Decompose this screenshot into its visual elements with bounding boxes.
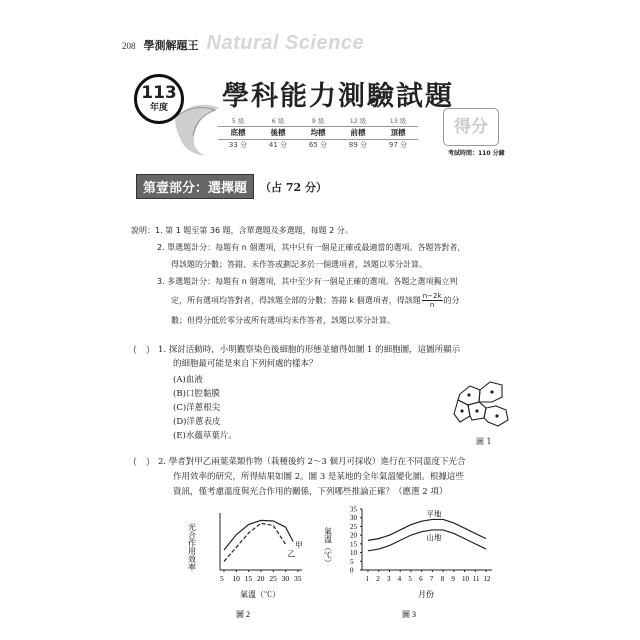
level-score: 33 分 (228, 141, 248, 149)
instructions (131, 222, 521, 329)
section-points: （占 72 分） (260, 180, 327, 194)
fig3-ytick-label: 0 (350, 566, 354, 575)
fig3-xtick-label: 1 (365, 575, 369, 583)
q1-option: (D)洋蔥表皮 (173, 417, 221, 427)
level-grade: 12 級 (349, 117, 367, 125)
cell-diagram-icon (452, 376, 514, 428)
fig3-series-label: 平地 (426, 509, 442, 519)
fig3-xtick-label: 9 (451, 575, 455, 583)
fig3-xtick-label: 6 (419, 575, 423, 583)
year-badge (134, 74, 184, 124)
running-header (122, 32, 364, 55)
level-score: 89 分 (348, 141, 368, 149)
fig2-tick-label: 15 (244, 574, 253, 583)
book-subtitle: Natural Science (206, 32, 365, 54)
fraction-numerator: n−2k (422, 292, 442, 300)
fig3-xtick-label: 5 (408, 575, 412, 583)
q2-line-3: 資訊，僅考慮溫度與光合作用的關係，下列哪些推論正確？（應選 2 項） (173, 487, 448, 497)
score-fraction (422, 292, 443, 309)
level-name: 前標 (338, 126, 378, 140)
q1-line-2: 的細胞最可能是來自下列何處的樣本？ (173, 359, 318, 369)
level-name: 頂標 (378, 126, 418, 140)
q1-option: (A)血液 (173, 375, 203, 385)
q1-option: (E)水蘊草葉片。 (173, 431, 237, 441)
q1-option: (C)洋蔥根尖 (173, 403, 221, 413)
fig2-series-label: 甲 (295, 540, 303, 550)
fig3-ylabel: 氣溫（℃） (323, 527, 333, 567)
fig3-xtick-label: 3 (386, 575, 391, 583)
score-box: 得分 (443, 108, 499, 146)
instruction-2b: 得該題的分數；答錯、未作答或劃記多於一個選項者，該題以零分計算。 (171, 260, 427, 269)
fig3-xtick-label: 7 (429, 575, 434, 583)
level-column (258, 116, 298, 151)
level-column (298, 116, 338, 151)
level-name: 底標 (218, 126, 258, 140)
fig3-ytick-label: 25 (350, 522, 357, 531)
page-number: 208 (122, 41, 136, 51)
level-name: 後標 (258, 126, 298, 140)
instruction-3b-text: 定，所有選項均答對者，得該題全部的分數；答錯 k 個選項者，得該題 (171, 296, 421, 305)
fig3-xtick-label: 4 (397, 575, 402, 583)
fig2-tick-label: 30 (281, 574, 290, 583)
book-title: 學測解題王 (143, 39, 199, 52)
fig3-ytick-label: 20 (350, 531, 357, 540)
level-score: 65 分 (308, 141, 328, 149)
instruction-2a: 2. 單選題計分：每題有 n 個選項，其中只有一個是正確或最適當的選項。各題答對者， (157, 243, 466, 252)
level-name: 均標 (298, 126, 338, 140)
exam-time: 考試時間：110 分鐘 (448, 150, 505, 157)
instruction-3b (131, 290, 521, 312)
fig2-tick-label: 20 (257, 574, 265, 583)
page-title: 學科能力測驗試題 (222, 81, 454, 112)
fig3-ytick-label: 10 (350, 549, 357, 558)
level-grade: 5 級 (231, 117, 245, 125)
fig2-tick-label: 5 (220, 574, 224, 583)
q2-line-1: 2. 學者對甲乙兩葉菜類作物（栽種後約 2～3 個月可採收）進行在不同溫度下光合 (158, 457, 466, 467)
level-score: 97 分 (388, 141, 408, 149)
fig3-xtick-label: 12 (483, 575, 491, 583)
fig3-ytick-label: 30 (350, 514, 357, 523)
fig2-caption: 圖 2 (236, 610, 250, 619)
fig3-series-label: 山地 (426, 532, 442, 542)
fig2-tick-label: 25 (269, 574, 277, 583)
fig1-caption: 圖 1 (476, 437, 492, 446)
level-grade: 9 級 (311, 117, 325, 125)
fig3-xtick-label: 8 (440, 575, 445, 583)
q1-option: (B)口腔黏膜 (173, 389, 220, 399)
fig3-ytick-label: 5 (350, 557, 354, 566)
level-column (378, 116, 418, 151)
instruction-1: 1. 第 1 題至第 36 題，含單選題及多選題，每題 2 分。 (155, 226, 353, 235)
q1-line-1: 1. 探討活動時，小明觀察染色後細胞的形態並繪得如圖 1 的細胞圖，這圖所顯示 (158, 345, 461, 355)
fig3-ytick-label: 35 (350, 505, 357, 514)
fig2-chart (184, 505, 314, 623)
fig3-ytick-label: 15 (350, 540, 357, 549)
level-column (338, 116, 378, 151)
level-column (218, 116, 258, 151)
badge-year: 113 (141, 83, 177, 103)
fig2-xlabel: 氣溫（℃） (240, 590, 280, 599)
fig2-tick-label: 35 (294, 574, 302, 583)
instruction-3a: 3. 多選題計分：每題有 n 個選項，其中至少有一個是正確的選項。各題之選項獨立判 (157, 277, 458, 286)
q1-answer-blank[interactable]: （ ） (128, 346, 156, 356)
fig3-xtick-label: 11 (472, 575, 480, 583)
instructions-label: 說明： (131, 226, 155, 235)
fraction-denominator: n (429, 301, 435, 309)
q2-answer-blank[interactable]: （ ） (128, 458, 156, 468)
fig2-ylabel: 光合作用效率 (187, 523, 197, 571)
level-table (218, 116, 418, 151)
q1-options (173, 373, 237, 443)
q2-line-2: 作用效率的研究，所得結果如圖 2。圖 3 是某地的全年氣溫變化圖。根據這些 (173, 472, 464, 482)
fig2-tick-label: 10 (232, 574, 240, 583)
section-title: 第壹部分：選擇題 (136, 174, 254, 199)
section-heading (136, 174, 327, 199)
fig3-xlabel: 月份 (418, 590, 434, 599)
fig3-xtick-label: 10 (462, 575, 470, 583)
instruction-3b-tail: 的分 (443, 296, 460, 305)
fig3-chart (322, 505, 502, 623)
level-score: 41 分 (268, 141, 288, 149)
level-grade: 6 級 (271, 117, 285, 125)
badge-label: 年度 (149, 103, 168, 113)
instruction-3c: 數；但得分低於零分或所有選項均未作答者，該題以零分計算。 (171, 316, 395, 325)
fig2-series-2-line (224, 523, 286, 561)
level-grade: 13 級 (389, 117, 407, 125)
fig2-series-label: 乙 (287, 549, 296, 559)
fig3-xtick-label: 2 (376, 575, 380, 583)
fig3-caption: 圖 3 (402, 610, 416, 619)
